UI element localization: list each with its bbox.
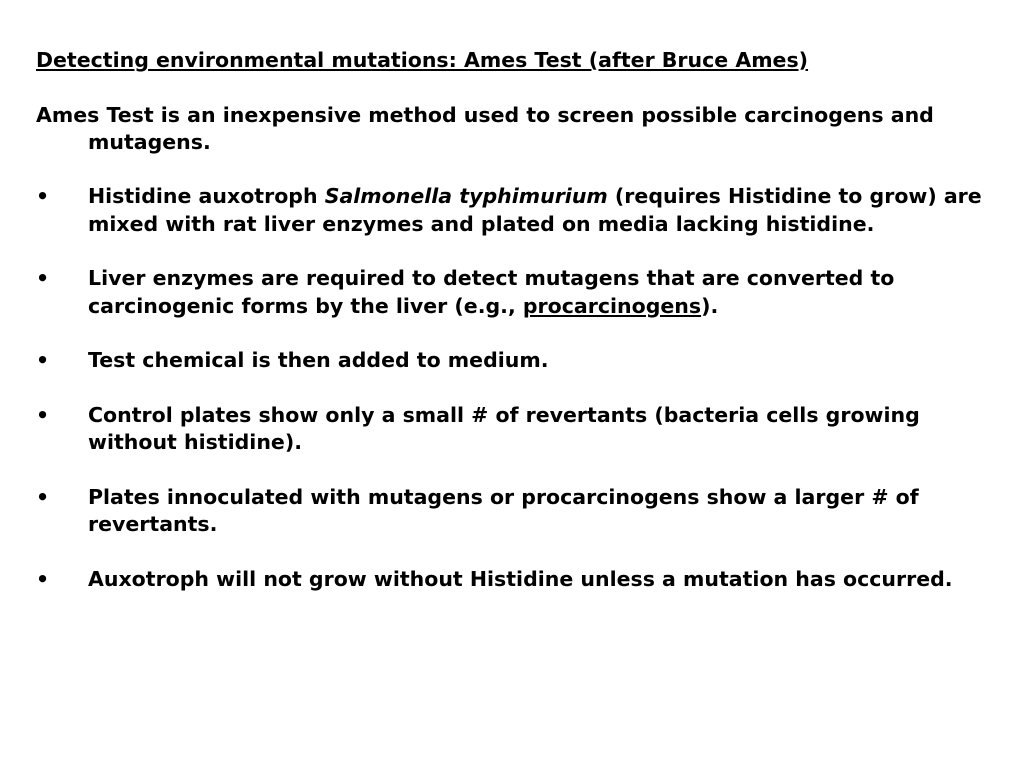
bullet-item-innoculated-plates [36, 484, 986, 539]
bullet-text-before: Histidine auxotroph [88, 184, 325, 209]
bullet-icon: • [36, 402, 50, 427]
bullet-icon: • [36, 266, 50, 291]
bullet-icon: • [36, 184, 50, 209]
slide-title: Detecting environmental mutations: Ames Test (after Bruce Ames) [36, 48, 809, 72]
bullet-text: Auxotroph will not grow without Histidine unless a mutation has occurred. [88, 566, 953, 591]
bullet-icon: • [36, 566, 50, 591]
bullet-text: Plates innoculated with mutagens or procarcinogens show a larger # of revertants. [88, 484, 919, 537]
bullet-icon: • [36, 484, 50, 509]
bullet-item-salmonella [36, 183, 986, 238]
intro-paragraph: Ames Test is an inexpensive method used to screen possible carcinogens and mutagens. [36, 102, 934, 154]
bullet-icon: • [36, 348, 50, 373]
bullet-text: Control plates show only a small # of revertants (bacteria cells growing without histidine). [88, 402, 920, 455]
procarcinogens-term: procarcinogens [522, 293, 702, 318]
bullet-text-after: (requires Histidine to grow) are mixed with rat liver enzymes and plated on media lacking histidine. [88, 184, 982, 236]
bullet-text-before: Liver enzymes are required to detect mutagens that are converted to carcinogenic forms by the liver (e.g., [88, 266, 895, 318]
bullet-text: Test chemical is then added to medium. [88, 348, 549, 373]
bullet-item-test-chemical [36, 347, 986, 374]
bullet-item-control-plates [36, 402, 986, 457]
bullet-text-after: ). [701, 293, 719, 318]
slide-content [36, 47, 986, 620]
bullet-item-auxotroph [36, 566, 986, 593]
bullet-item-liver-enzymes [36, 265, 986, 320]
species-name: Salmonella typhimurium [324, 184, 608, 209]
